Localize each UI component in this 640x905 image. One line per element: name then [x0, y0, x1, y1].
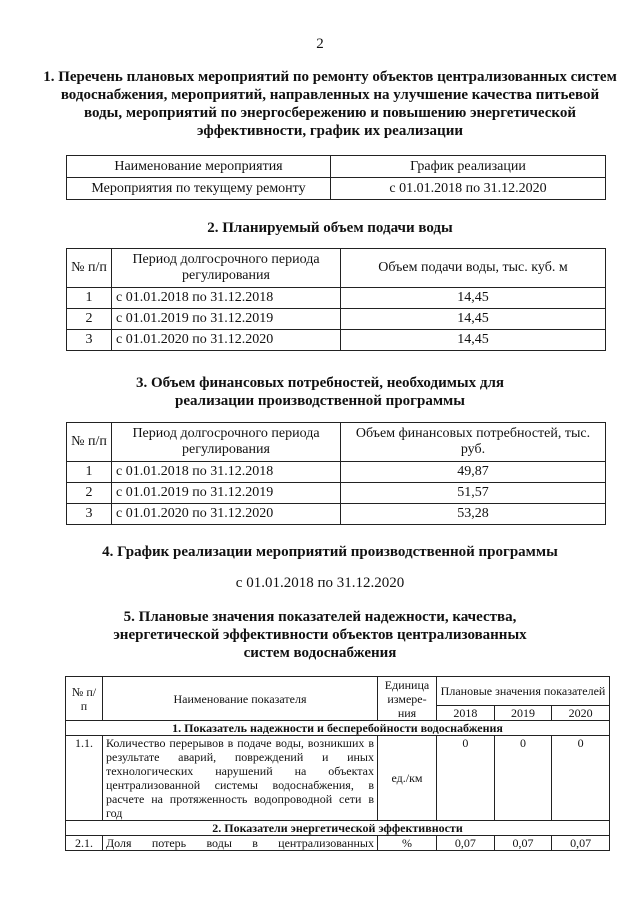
year-cell: 2018	[437, 706, 495, 721]
table-cell: ед./км	[378, 736, 437, 821]
header-cell: Наименование мероприятия	[67, 156, 331, 178]
table-row	[67, 288, 606, 309]
table-cell: 49,87	[341, 462, 606, 483]
table-row	[67, 504, 606, 525]
header-cell: Объем подачи воды, тыс. куб. м	[341, 249, 606, 288]
table-cell: Количество перерывов в подаче воды, возникших в результате аварий, повреждений и иных технологических нарушений на объектах централизованной системы водоснабжения, в расчете на протяженность водопроводной сети в год	[103, 736, 378, 821]
table-cell: %	[378, 836, 437, 851]
table-cell: 51,57	[341, 483, 606, 504]
table-header-row	[67, 156, 606, 178]
table-cell: 3	[67, 330, 112, 351]
table-cell: 2	[67, 483, 112, 504]
table-cell: 0,07	[494, 836, 552, 851]
section3-title: 3. Объем финансовых потребностей, необходимых для реализации производственной программы	[135, 375, 505, 409]
year-cell: 2020	[552, 706, 610, 721]
table-cell: с 01.01.2019 по 31.12.2019	[112, 309, 341, 330]
section4-period: с 01.01.2018 по 31.12.2020	[235, 575, 405, 591]
section4-title: 4. График реализации мероприятий производственной программы	[102, 544, 558, 560]
section2-title: 2. Планируемый объем подачи воды	[207, 220, 453, 236]
table-cell: 0	[437, 736, 495, 821]
header-cell: Период долгосрочного периода регулирования	[112, 249, 341, 288]
table-row	[67, 483, 606, 504]
header-cell: Плановые значения показателей	[437, 677, 610, 706]
table-cell: с 01.01.2018 по 31.12.2018	[112, 288, 341, 309]
table-cell: с 01.01.2018 по 31.12.2020	[331, 178, 606, 200]
table-cell: 2.1.	[66, 836, 103, 851]
table-cell: 3	[67, 504, 112, 525]
table-cell: с 01.01.2020 по 31.12.2020	[112, 504, 341, 525]
table-row	[67, 330, 606, 351]
section1-title: 1. Перечень плановых мероприятий по ремонту объектов централизованных систем водоснабжения, мероприятий, направленных на улучшение качества питьевой воды, мероприятий по энергосбережению и повышению энергетической эффективности, график их реализации	[43, 69, 617, 139]
group-row	[66, 721, 610, 736]
header-cell: № п/п	[66, 677, 103, 721]
group-title: 1. Показатель надежности и бесперебойности водоснабжения	[66, 721, 610, 736]
table-cell: с 01.01.2019 по 31.12.2019	[112, 483, 341, 504]
table-cell: с 01.01.2018 по 31.12.2018	[112, 462, 341, 483]
header-cell: Объем финансовых потребностей, тыс. руб.	[341, 423, 606, 462]
group-title: 2. Показатели энергетической эффективности	[66, 821, 610, 836]
table-cell: 0	[552, 736, 610, 821]
header-cell: График реализации	[331, 156, 606, 178]
table-cell: 14,45	[341, 288, 606, 309]
table-header-row	[67, 249, 606, 288]
table-header-row	[66, 677, 610, 706]
section3-table	[66, 422, 606, 525]
section2-table	[66, 248, 606, 351]
page-number: 2	[316, 36, 324, 52]
section5-table	[65, 676, 610, 851]
table-row	[67, 178, 606, 200]
table-row	[66, 836, 610, 851]
year-cell: 2019	[494, 706, 552, 721]
header-cell: Наименование показателя	[103, 677, 378, 721]
table-header-row	[67, 423, 606, 462]
table-cell: 1	[67, 288, 112, 309]
table-cell: с 01.01.2020 по 31.12.2020	[112, 330, 341, 351]
table-cell: 0,07	[552, 836, 610, 851]
table-cell: 0	[494, 736, 552, 821]
table-cell: 1	[67, 462, 112, 483]
section5-title: 5. Плановые значения показателей надежности, качества, энергетической эффективности объектов централизованных систем водоснабжения	[113, 609, 527, 661]
section1-table	[66, 155, 606, 200]
table-cell: 0,07	[437, 836, 495, 851]
header-cell: Единица измере-ния	[378, 677, 437, 721]
table-cell: 14,45	[341, 309, 606, 330]
table-cell: 2	[67, 309, 112, 330]
table-cell: 14,45	[341, 330, 606, 351]
group-row	[66, 821, 610, 836]
table-cell: 1.1.	[66, 736, 103, 821]
table-cell: Доля потерь воды в централизованных	[103, 836, 378, 851]
header-cell: № п/п	[67, 249, 112, 288]
header-cell: № п/п	[67, 423, 112, 462]
table-row	[66, 736, 610, 821]
table-row	[67, 462, 606, 483]
table-row	[67, 309, 606, 330]
header-cell: Период долгосрочного периода регулирования	[112, 423, 341, 462]
table-cell: 53,28	[341, 504, 606, 525]
table-cell: Мероприятия по текущему ремонту	[67, 178, 331, 200]
